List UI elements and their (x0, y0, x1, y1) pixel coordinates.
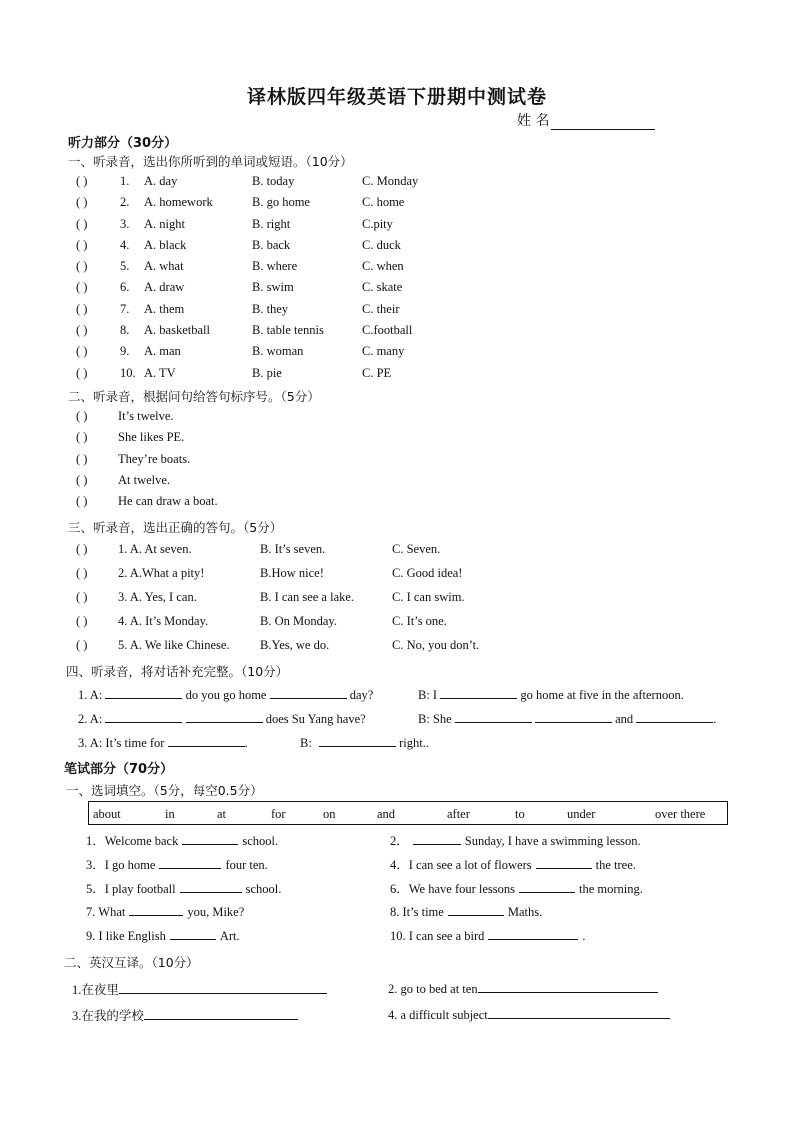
blank[interactable] (170, 927, 216, 940)
blank[interactable] (448, 903, 504, 916)
option-a: 1. A. At seven. (118, 542, 192, 556)
option-b: B. On Monday. (260, 614, 337, 628)
option-b: B. back (252, 237, 291, 252)
fill-text-after: the morning. (579, 882, 643, 896)
option-b: B. today (252, 174, 295, 188)
dialog-2-a-label: 2. A: (78, 712, 103, 726)
option-b: B. go home (252, 195, 310, 210)
word-bank-word: for (271, 807, 286, 821)
name-blank[interactable] (551, 115, 655, 130)
listening-header: 听力部分（30分） (68, 136, 178, 151)
question-row (76, 217, 476, 238)
option-a: A. man (144, 344, 181, 359)
option-b: B. table tennis (252, 323, 324, 338)
dialog-1-a-end: day? (349, 688, 374, 702)
blank[interactable] (105, 686, 182, 699)
answer-paren[interactable]: ( ) (76, 409, 88, 423)
dialog-line-2 (78, 710, 366, 727)
option-b: B. where (252, 259, 298, 274)
blank[interactable] (180, 880, 242, 893)
option-b: B. It’s seven. (260, 542, 326, 556)
option-c: C.football (362, 323, 413, 338)
fill-text-before: 8. It’s time (390, 905, 444, 919)
writing-header: 笔试部分（70分） (64, 762, 174, 777)
dialog-line-2-b (418, 710, 716, 727)
answer-paren[interactable]: ( ) (76, 494, 88, 509)
answer-paren[interactable]: ( ) (76, 614, 88, 628)
fill-item (390, 831, 643, 855)
option-a: A. homework (144, 195, 213, 210)
fill-right-column (390, 831, 643, 951)
translate-item-2 (388, 980, 658, 997)
question-row (76, 590, 526, 614)
answer-paren[interactable]: ( ) (76, 344, 88, 359)
fill-text-after: the tree. (595, 858, 636, 872)
part3-header: 三、听录音，选出正确的答句。（5分） (68, 520, 283, 535)
blank[interactable] (636, 710, 713, 723)
dialog-2-b-end: . (713, 712, 717, 726)
answer-paren[interactable]: ( ) (76, 451, 88, 466)
word-bank-word: over there (655, 807, 706, 821)
answer-paren[interactable]: ( ) (76, 216, 88, 231)
fill-left-column (86, 831, 281, 951)
option-c: C. when (362, 259, 404, 274)
answer-row (76, 430, 376, 451)
word-bank-word: at (217, 807, 227, 821)
translate-text: 2. go to bed at ten (388, 982, 478, 996)
fill-item (86, 855, 281, 879)
dialog-2-b-label: B: She (418, 712, 452, 726)
fill-text-before: 4．I can see a lot of flowers (390, 858, 532, 872)
option-a: 4. A. It’s Monday. (118, 614, 209, 628)
option-c: C. home (362, 195, 405, 210)
part3-list (76, 542, 526, 662)
answer-paren[interactable]: ( ) (76, 590, 88, 604)
fill-text-after: school. (245, 882, 282, 896)
translate-text: 3.在我的学校 (72, 1009, 144, 1023)
fill-text-before: 1．Welcome back (86, 834, 179, 848)
writing-part1-header: 一、选词填空。（5分，每空0.5分） (66, 783, 263, 798)
answer-paren[interactable]: ( ) (76, 237, 88, 252)
fill-item (390, 927, 643, 951)
option-c: C. Good idea! (392, 566, 463, 580)
word-bank-word: and (377, 807, 396, 821)
option-c: C. I can swim. (392, 590, 465, 604)
blank[interactable] (105, 710, 182, 723)
part4-header: 四、听录音，将对话补充完整。（10分） (66, 664, 289, 679)
question-row (76, 542, 526, 566)
option-b: B.How nice! (260, 566, 324, 580)
option-c: C. PE (362, 365, 392, 380)
part1-header: 一、听录音，选出你所听到的单词或短语。（10分） (68, 154, 353, 169)
blank[interactable] (144, 1007, 298, 1020)
answer-paren[interactable]: ( ) (76, 323, 88, 338)
translate-item-1 (72, 980, 327, 998)
blank[interactable] (440, 686, 517, 699)
word-bank-word: after (447, 807, 470, 821)
fill-text-after: school. (242, 834, 279, 848)
answer-paren[interactable]: ( ) (76, 195, 88, 210)
option-a: A. basketball (144, 323, 210, 338)
option-a: 2. A.What a pity! (118, 566, 205, 580)
question-row (76, 174, 476, 195)
option-a: A. draw (144, 280, 185, 295)
dialog-1-b-label: B: I (418, 688, 438, 702)
part2-header: 二、听录音，根据问句给答句标序号。（5分） (68, 389, 320, 404)
question-row (76, 323, 476, 344)
fill-text-before: 5．I play football (86, 882, 176, 896)
question-row (76, 238, 476, 259)
blank[interactable] (488, 1006, 670, 1019)
dialog-line-1 (78, 686, 373, 703)
option-c: C. skate (362, 280, 403, 295)
blank[interactable] (455, 710, 532, 723)
fill-text-after: four ten. (225, 858, 268, 872)
option-b: B. I can see a lake. (260, 590, 355, 604)
blank[interactable] (519, 880, 575, 893)
option-c: C. their (362, 301, 400, 316)
fill-item (86, 879, 281, 903)
fill-text-after: . (582, 929, 586, 943)
option-a: A. TV (144, 365, 176, 380)
translate-text: 1.在夜里 (72, 983, 119, 997)
question-number: 8. (120, 323, 130, 338)
question-number: 7. (120, 301, 130, 316)
fill-text-after: you, Mike? (187, 905, 245, 919)
name-label: 姓 名 (517, 113, 550, 129)
option-b: B.Yes, we do. (260, 638, 330, 652)
answer-text: They’re boats. (118, 451, 191, 466)
blank[interactable] (186, 710, 263, 723)
answer-paren[interactable]: ( ) (76, 430, 88, 445)
option-a: A. night (144, 216, 185, 231)
option-c: C. Seven. (392, 542, 441, 556)
dialog-1-b-text: go home at five in the afternoon. (520, 688, 684, 702)
fill-text-before: 2． (390, 834, 409, 848)
fill-text-before: 10. I can see a bird (390, 929, 485, 943)
part1-list (76, 174, 476, 387)
word-bank-word: on (323, 807, 336, 821)
blank[interactable] (168, 734, 245, 747)
question-number: 6. (120, 280, 130, 295)
answer-text: He can draw a boat. (118, 494, 218, 509)
fill-item (86, 831, 281, 855)
option-a: A. what (144, 259, 184, 274)
option-c: C. Monday (362, 174, 419, 188)
option-c: C.pity (362, 216, 393, 231)
blank[interactable] (119, 981, 327, 994)
fill-text-before: 9. I like English (86, 929, 166, 943)
option-b: B. pie (252, 365, 282, 380)
answer-paren[interactable]: ( ) (76, 566, 88, 580)
option-c: C. It’s one. (392, 614, 447, 628)
fill-text-before: 3．I go home (86, 858, 156, 872)
translate-item-4 (388, 1006, 670, 1023)
fill-text-after: Sunday, I have a swimming lesson. (464, 834, 641, 848)
dialog-line-3 (78, 734, 248, 751)
answer-paren[interactable]: ( ) (76, 638, 88, 652)
answer-paren[interactable]: ( ) (76, 301, 88, 316)
blank[interactable] (129, 903, 183, 916)
question-row (76, 259, 476, 280)
writing-part2-header: 二、英汉互译。（10分） (64, 955, 199, 970)
dialog-1-a-text: do you go home (185, 688, 267, 702)
question-number: 1. (120, 174, 130, 188)
dialog-2-b-and: and (615, 712, 634, 726)
option-a: A. them (144, 301, 185, 316)
question-row (76, 344, 476, 365)
translate-text: 4. a difficult subject (388, 1008, 488, 1022)
question-number: 3. (120, 216, 130, 231)
question-number: 9. (120, 344, 130, 359)
word-bank (88, 801, 728, 825)
dialog-line-3-b (300, 734, 429, 751)
question-row (76, 566, 526, 590)
answer-paren[interactable]: ( ) (76, 280, 88, 295)
answer-paren[interactable]: ( ) (76, 365, 88, 380)
blank[interactable] (536, 856, 592, 869)
question-number: 5. (120, 259, 130, 274)
question-number: 10. (120, 365, 136, 380)
option-c: C. duck (362, 237, 401, 252)
question-row (76, 280, 476, 301)
blank[interactable] (478, 980, 658, 993)
dialog-3-a-label: 3. A: It’s time for (78, 736, 165, 750)
answer-paren[interactable]: ( ) (76, 542, 88, 556)
blank[interactable] (488, 927, 578, 940)
option-b: B. right (252, 216, 291, 231)
question-row (76, 638, 526, 662)
dialog-3-a-end: . (244, 736, 248, 750)
answer-text: She likes PE. (118, 430, 185, 445)
dialog-3-b-label: B: (300, 736, 312, 750)
dialog-line-1-b (418, 686, 684, 703)
blank[interactable] (319, 734, 396, 747)
option-a: A. day (144, 174, 178, 188)
word-bank-word: to (515, 807, 525, 821)
word-bank-word: under (567, 807, 596, 821)
answer-text: At twelve. (118, 472, 171, 487)
dialog-1-a-label: 1. A: (78, 688, 103, 702)
blank[interactable] (159, 856, 221, 869)
blank[interactable] (270, 686, 347, 699)
answer-row (76, 473, 376, 494)
fill-text-after: Art. (219, 929, 240, 943)
fill-text-before: 6．We have four lessons (390, 882, 516, 896)
question-row (76, 366, 476, 387)
option-a: A. black (144, 237, 187, 252)
fill-item (86, 903, 281, 927)
question-row (76, 302, 476, 323)
fill-item (390, 855, 643, 879)
blank[interactable] (413, 832, 461, 845)
answer-row (76, 452, 376, 473)
fill-item (86, 927, 281, 951)
option-a: 3. A. Yes, I can. (118, 590, 197, 604)
blank[interactable] (535, 710, 612, 723)
option-b: B. swim (252, 280, 294, 295)
fill-item (390, 903, 643, 927)
answer-row (76, 494, 376, 515)
answer-paren[interactable]: ( ) (76, 472, 88, 487)
dialog-3-b-text: right.. (399, 736, 429, 750)
answer-paren[interactable]: ( ) (76, 174, 88, 188)
answer-paren[interactable]: ( ) (76, 259, 88, 274)
option-c: C. No, you don’t. (392, 638, 480, 652)
option-c: C. many (362, 344, 405, 359)
option-b: B. they (252, 301, 289, 316)
answer-text: It’s twelve. (118, 409, 174, 423)
blank[interactable] (182, 832, 238, 845)
translate-item-3 (72, 1006, 298, 1024)
answer-row (76, 409, 376, 430)
page-title: 译林版四年级英语下册期中测试卷 (246, 86, 547, 108)
dialog-2-a-text: does Su Yang have? (265, 712, 366, 726)
question-number: 4. (120, 237, 130, 252)
part2-list (76, 409, 376, 515)
fill-text-before: 7. What (86, 905, 126, 919)
question-number: 2. (120, 195, 130, 210)
option-b: B. woman (252, 344, 304, 359)
fill-text-after: Maths. (507, 905, 543, 919)
word-bank-word: about (93, 807, 121, 821)
question-row (76, 614, 526, 638)
fill-item (390, 879, 643, 903)
option-a: 5. A. We like Chinese. (118, 638, 230, 652)
word-bank-word: in (165, 807, 175, 821)
name-field[interactable] (517, 110, 655, 130)
question-row (76, 195, 476, 216)
